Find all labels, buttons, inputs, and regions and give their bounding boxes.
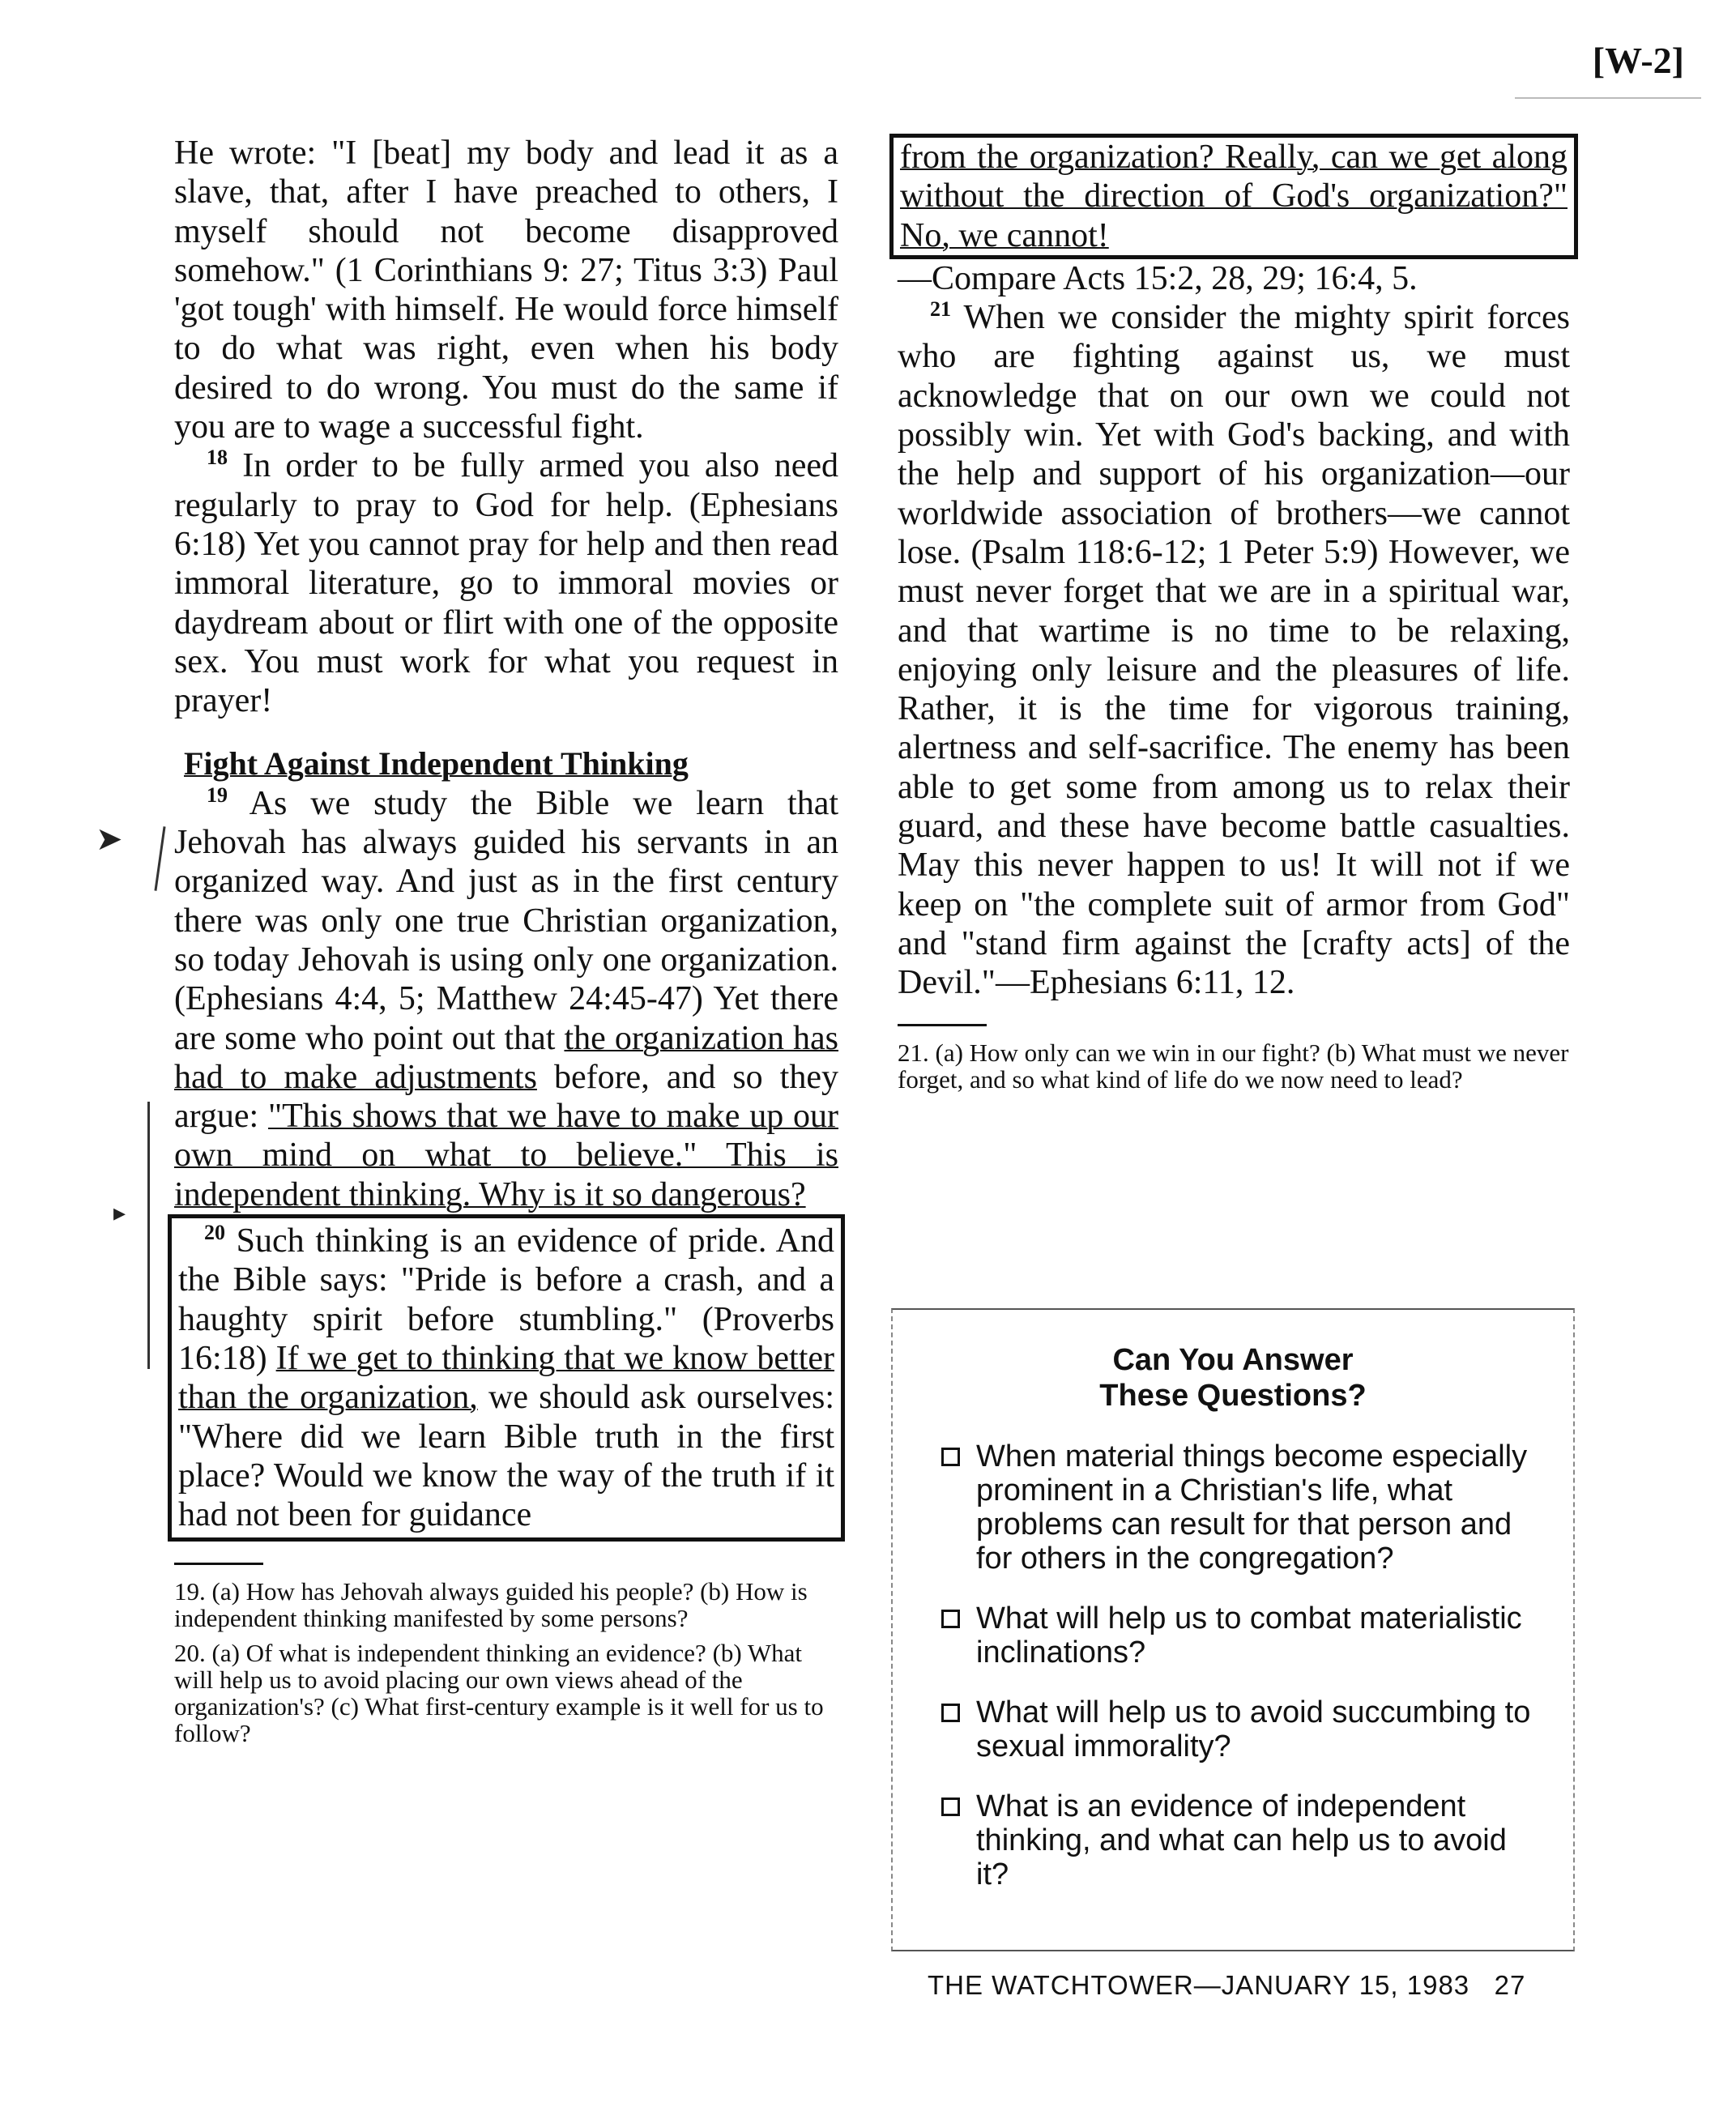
checkbox-icon	[941, 1797, 960, 1816]
right-column	[898, 134, 1570, 1101]
left-column	[174, 134, 838, 1755]
paragraph-number: 21	[930, 297, 951, 322]
footnote-19: 19. (a) How has Jehovah always guided his people? (b) How is independent thinking manifested by some persons?	[174, 1577, 808, 1633]
checkbox-icon	[941, 1448, 960, 1466]
checkbox-icon	[941, 1610, 960, 1628]
footnote-21: 21. (a) How only can we win in our fight? (b) What must we never forget, and so what kind of life do we now need to lead?	[898, 1038, 1569, 1094]
margin-tick-mark: ▸	[113, 1200, 126, 1226]
boxed-text	[889, 134, 1578, 259]
paragraph-text: before, and so they argue:	[174, 1058, 838, 1136]
question-text: When material things become especially prominent in a Christian's life, what problems can result for that person and for others in the congregation?	[976, 1439, 1528, 1576]
question-item	[941, 1439, 1541, 1576]
underlined-text: the organization has had to make adjustments	[174, 1019, 838, 1096]
paragraph-text: Such thinking is an evidence of pride. And the Bible says: "Pride is before a crash, and a haughty spirit before stumbling." (Proverbs 16:18)	[178, 1222, 835, 1377]
section-heading: Fight Against Independent Thinking	[184, 745, 689, 783]
page-footer: THE WATCHTOWER—JANUARY 15, 1983 27	[928, 1970, 1526, 2000]
paragraph-21	[898, 298, 1570, 1002]
question-item	[941, 1601, 1541, 1670]
exhibit-label: [W-2]	[1592, 40, 1684, 81]
paragraph-number: 20	[204, 1221, 225, 1245]
footnote-rule	[898, 1024, 987, 1026]
questions-box-title: Can You Answer These Questions?	[1099, 1343, 1367, 1413]
question-text: What will help us to avoid succumbing to sexual immorality?	[976, 1695, 1531, 1763]
paragraph-number: 19	[207, 783, 228, 807]
boxed-paragraph-20	[168, 1214, 845, 1542]
footnote-20: 20. (a) Of what is independent thinking an evidence? (b) What will help us to avoid placing our own views ahead of the organization's? (c) What first-century example is it well for us to follow?	[174, 1639, 824, 1748]
footnote-rule	[174, 1563, 263, 1565]
underlined-text: "This shows that we have to make up our own mind on what to believe." This is independent thinking. Why is it so dangerous?	[174, 1098, 838, 1213]
paragraph-number: 18	[207, 446, 228, 470]
question-item	[941, 1789, 1541, 1891]
margin-arrow-mark: ➤	[96, 821, 123, 857]
paragraph-continued: He wrote: "I [beat] my body and lead it as a slave, that, after I have preached to others, I myself should not become disapproved somehow." (1 Corinthians 9: 27; Titus 3:3) Paul 'got tough' with himself. He would force himself to do what was right, even when his body desired to do wrong. You must do the same if you are to wage a successful fight.	[174, 134, 838, 446]
question-text: What is an evidence of independent thinking, and what can help us to avoid it?	[976, 1789, 1507, 1891]
paragraph-19	[174, 784, 838, 1214]
underlined-text: from the organization? Really, can we get along without the direction of God's organization?" No, we cannot!	[900, 139, 1568, 254]
margin-bracket-heading	[154, 826, 165, 891]
paragraph-20	[178, 1222, 834, 1534]
paragraph-20-continued	[898, 134, 1570, 298]
question-item	[941, 1695, 1541, 1763]
question-text: What will help us to combat materialistic inclinations?	[976, 1601, 1522, 1670]
paragraph-text: As we study the Bible we learn that Jehovah has always guided his servants in an organized way. And just as in the first century there was only one true Christian organization, so today Jehovah is using only one organization. (Ephesians 4:4, 5; Matthew 24:45-47) Yet there are some who point out that	[174, 784, 839, 1057]
checkbox-icon	[941, 1704, 960, 1722]
margin-bracket-para19	[147, 1102, 150, 1369]
scan-mark	[1515, 97, 1701, 99]
paragraph-text: In order to be fully armed you also need regularly to pray to God for help. (Ephesians 6:18) Yet you cannot pray for help and then read immoral literature, go to immoral movies or daydream about or flirt with one of the opposite sex. You must work for what you request in prayer!	[174, 447, 838, 720]
paragraph-18	[174, 446, 838, 720]
questions-box	[891, 1308, 1575, 1951]
paragraph-text: When we consider the mighty spirit forces who are fighting against us, we must acknowledge that on our own we could not possibly win. Yet with God's backing, and with the help and support of his organization—our worldwide association of brothers—we cannot lose. (Psalm 118:6-12; 1 Peter 5:9) However, we must never forget that we are in a spiritual war, and that wartime is no time to be relaxing, enjoying only leisure and the pleasures of life. Rather, it is the time for vigorous training, alertness and self-sacrifice. The enemy has been able to get some from among us to relax their guard, and these have become battle casualties. May this never happen to us! It will not if we keep on "the complete suit of armor from God" and "stand firm against the [crafty acts] of the Devil."—Ephesians 6:11, 12.	[898, 299, 1571, 1002]
paragraph-text: we should ask ourselves: "Where did we learn Bible truth in the first place? Would we know the way of the truth if it had not been for guidance	[178, 1379, 835, 1534]
underlined-text: If we get to thinking that we know better than the organization,	[178, 1339, 835, 1417]
paragraph-text: —Compare Acts 15:2, 28, 29; 16:4, 5.	[898, 259, 1418, 297]
